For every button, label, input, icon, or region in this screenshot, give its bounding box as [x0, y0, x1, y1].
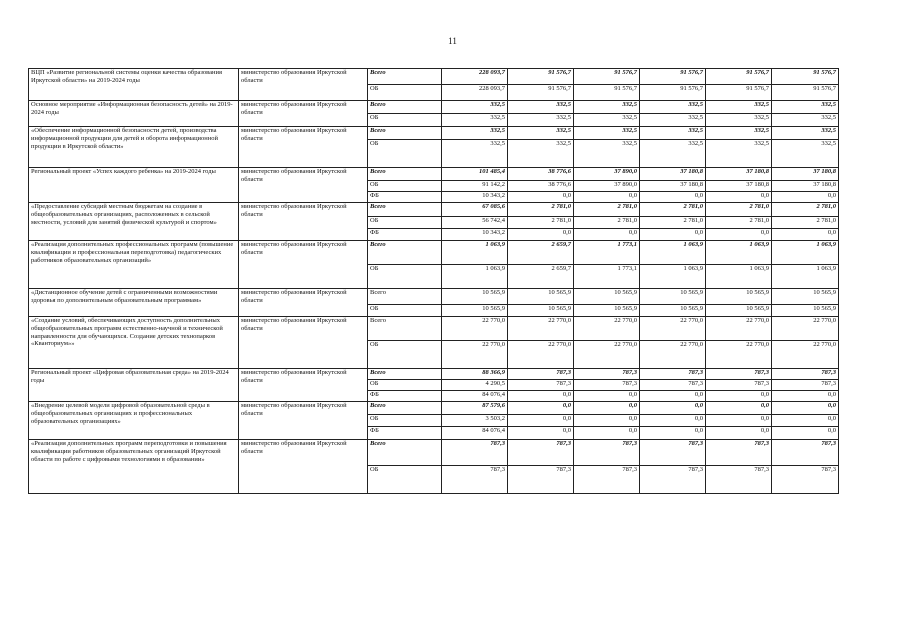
funding-source-cell: Всего [368, 402, 442, 415]
amount-cell: 37 180,8 [640, 168, 706, 181]
amount-cell: 2 781,0 [706, 203, 772, 217]
responsible-executor-cell: министерство образования Иркутской области [239, 168, 368, 203]
amount-cell: 332,5 [508, 140, 574, 168]
amount-cell: 787,3 [640, 369, 706, 380]
amount-cell: 1 063,9 [640, 265, 706, 289]
funding-source-cell: Всего [368, 317, 442, 341]
amount-cell: 0,0 [706, 229, 772, 241]
amount-cell: 84 076,4 [442, 427, 508, 440]
amount-cell: 22 770,0 [574, 317, 640, 341]
amount-cell: 332,5 [574, 101, 640, 114]
amount-cell: 10 565,9 [442, 289, 508, 305]
amount-cell: 1 773,1 [574, 265, 640, 289]
amount-cell: 84 076,4 [442, 391, 508, 402]
amount-cell: 38 776,6 [508, 181, 574, 192]
amount-cell: 91 576,7 [574, 85, 640, 101]
amount-cell: 2 781,0 [508, 203, 574, 217]
amount-cell: 0,0 [574, 415, 640, 427]
amount-cell: 91 576,7 [508, 85, 574, 101]
amount-cell: 0,0 [706, 427, 772, 440]
funding-source-cell: ФБ [368, 229, 442, 241]
amount-cell: 332,5 [706, 127, 772, 140]
amount-cell: 10 343,2 [442, 229, 508, 241]
table-row [29, 127, 839, 140]
amount-cell: 787,3 [442, 466, 508, 494]
amount-cell: 22 770,0 [772, 341, 839, 369]
responsible-executor-cell: министерство образования Иркутской области [239, 317, 368, 369]
amount-cell: 37 890,0 [574, 181, 640, 192]
table-row [29, 203, 839, 217]
amount-cell: 91 576,7 [508, 69, 574, 85]
amount-cell: 10 565,9 [574, 305, 640, 317]
measure-name-cell: Региональный проект «Успех каждого ребенка» на 2019-2024 годы [29, 168, 239, 203]
amount-cell: 10 565,9 [706, 289, 772, 305]
amount-cell: 0,0 [508, 391, 574, 402]
amount-cell: 787,3 [574, 440, 640, 466]
measure-name-cell: «Реализация дополнительных программ переподготовки и повышения квалификации работников образовательных организаций Иркутской области по работе с цифровыми технологиями в образовании» [29, 440, 239, 494]
funding-source-cell: Всего [368, 289, 442, 305]
amount-cell: 0,0 [772, 415, 839, 427]
amount-cell: 0,0 [640, 192, 706, 203]
funding-source-cell: Всего [368, 203, 442, 217]
amount-cell: 332,5 [706, 101, 772, 114]
amount-cell: 1 063,9 [772, 241, 839, 265]
amount-cell: 10 565,9 [442, 305, 508, 317]
table-row [29, 168, 839, 181]
amount-cell: 37 890,0 [574, 168, 640, 181]
amount-cell: 22 770,0 [442, 317, 508, 341]
amount-cell: 2 781,0 [508, 217, 574, 229]
amount-cell: 787,3 [772, 380, 839, 391]
measure-name-cell: «Обеспечение информационной безопасности детей, производства информационной продукции для детей и оборота информационной продукции в Иркутской области» [29, 127, 239, 168]
amount-cell: 0,0 [640, 427, 706, 440]
amount-cell: 332,5 [442, 127, 508, 140]
amount-cell: 38 776,6 [508, 168, 574, 181]
amount-cell: 22 770,0 [508, 317, 574, 341]
amount-cell: 2 781,0 [772, 203, 839, 217]
amount-cell: 787,3 [706, 380, 772, 391]
funding-source-cell: Всего [368, 440, 442, 466]
amount-cell: 91 576,7 [706, 85, 772, 101]
amount-cell: 91 576,7 [574, 69, 640, 85]
amount-cell: 1 063,9 [442, 265, 508, 289]
funding-source-cell: Всего [368, 127, 442, 140]
amount-cell: 787,3 [508, 380, 574, 391]
table-row [29, 289, 839, 305]
amount-cell: 91 576,7 [772, 69, 839, 85]
funding-source-cell: ОБ [368, 466, 442, 494]
amount-cell: 91 576,7 [772, 85, 839, 101]
amount-cell: 37 180,8 [706, 168, 772, 181]
amount-cell: 22 770,0 [508, 341, 574, 369]
amount-cell: 1 063,9 [772, 265, 839, 289]
responsible-executor-cell: министерство образования Иркутской области [239, 101, 368, 127]
amount-cell: 1 773,1 [574, 241, 640, 265]
responsible-executor-cell: министерство образования Иркутской области [239, 69, 368, 101]
measure-name-cell: «Реализация дополнительных профессиональных программ (повышение квалификации и профессиональная переподготовка) педагогических работников образовательных организаций» [29, 241, 239, 289]
amount-cell: 787,3 [640, 466, 706, 494]
amount-cell: 10 565,9 [772, 289, 839, 305]
amount-cell: 0,0 [706, 391, 772, 402]
amount-cell: 1 063,9 [706, 265, 772, 289]
amount-cell: 787,3 [772, 466, 839, 494]
amount-cell: 228 093,7 [442, 85, 508, 101]
measure-name-cell: «Создание условий, обеспечивающих доступность дополнительных общеобразовательных программ естественно-научной и технической направленности для обучающихся. Создание детских технопарков «Кванториум»» [29, 317, 239, 369]
amount-cell: 787,3 [508, 466, 574, 494]
amount-cell: 0,0 [772, 391, 839, 402]
amount-cell: 88 366,9 [442, 369, 508, 380]
amount-cell: 0,0 [508, 229, 574, 241]
amount-cell: 787,3 [574, 369, 640, 380]
amount-cell: 10 565,9 [508, 305, 574, 317]
measure-name-cell: «Предоставление субсидий местным бюджетам на создание в общеобразовательных организациях, расположенных в сельской местности, условий для занятий физической культурой и спортом» [29, 203, 239, 241]
amount-cell: 1 063,9 [706, 241, 772, 265]
amount-cell: 0,0 [508, 402, 574, 415]
amount-cell: 22 770,0 [706, 341, 772, 369]
amount-cell: 0,0 [640, 391, 706, 402]
amount-cell: 0,0 [772, 229, 839, 241]
amount-cell: 228 093,7 [442, 69, 508, 85]
amount-cell: 0,0 [574, 402, 640, 415]
amount-cell: 332,5 [442, 140, 508, 168]
amount-cell: 22 770,0 [706, 317, 772, 341]
amount-cell: 4 290,5 [442, 380, 508, 391]
amount-cell: 37 180,8 [640, 181, 706, 192]
responsible-executor-cell: министерство образования Иркутской области [239, 203, 368, 241]
responsible-executor-cell: министерство образования Иркутской области [239, 369, 368, 402]
amount-cell: 0,0 [574, 427, 640, 440]
amount-cell: 0,0 [772, 427, 839, 440]
table-row [29, 317, 839, 341]
amount-cell: 22 770,0 [442, 341, 508, 369]
funding-source-cell: ОБ [368, 181, 442, 192]
amount-cell: 332,5 [640, 127, 706, 140]
measure-name-cell: Основное мероприятие «Информационная безопасность детей» на 2019-2024 годы [29, 101, 239, 127]
amount-cell: 787,3 [442, 440, 508, 466]
amount-cell: 332,5 [508, 114, 574, 127]
table-row [29, 101, 839, 114]
amount-cell: 87 579,6 [442, 402, 508, 415]
amount-cell: 787,3 [508, 440, 574, 466]
funding-source-cell: Всего [368, 69, 442, 85]
amount-cell: 2 781,0 [640, 217, 706, 229]
amount-cell: 0,0 [508, 427, 574, 440]
funding-source-cell: Всего [368, 241, 442, 265]
amount-cell: 0,0 [508, 192, 574, 203]
amount-cell: 0,0 [772, 402, 839, 415]
amount-cell: 332,5 [574, 114, 640, 127]
amount-cell: 332,5 [640, 101, 706, 114]
amount-cell: 787,3 [640, 440, 706, 466]
amount-cell: 0,0 [574, 229, 640, 241]
amount-cell: 787,3 [706, 466, 772, 494]
funding-source-cell: ФБ [368, 427, 442, 440]
responsible-executor-cell: министерство образования Иркутской области [239, 402, 368, 440]
measure-name-cell: «Внедрение целевой модели цифровой образовательной среды в общеобразовательных организациях и профессиональных образовательных организациях» [29, 402, 239, 440]
amount-cell: 22 770,0 [574, 341, 640, 369]
amount-cell: 0,0 [640, 415, 706, 427]
amount-cell: 3 503,2 [442, 415, 508, 427]
amount-cell: 0,0 [706, 402, 772, 415]
amount-cell: 10 565,9 [772, 305, 839, 317]
amount-cell: 22 770,0 [640, 317, 706, 341]
amount-cell: 10 343,2 [442, 192, 508, 203]
amount-cell: 91 142,2 [442, 181, 508, 192]
amount-cell: 0,0 [706, 192, 772, 203]
funding-source-cell: ОБ [368, 85, 442, 101]
page-number: 11 [448, 36, 457, 46]
amount-cell: 332,5 [772, 127, 839, 140]
funding-source-cell: ОБ [368, 415, 442, 427]
table-row [29, 440, 839, 466]
funding-source-cell: ОБ [368, 305, 442, 317]
amount-cell: 332,5 [442, 101, 508, 114]
amount-cell: 332,5 [508, 101, 574, 114]
amount-cell: 332,5 [640, 114, 706, 127]
amount-cell: 332,5 [640, 140, 706, 168]
amount-cell: 0,0 [574, 391, 640, 402]
amount-cell: 2 659,7 [508, 265, 574, 289]
funding-source-cell: ФБ [368, 391, 442, 402]
amount-cell: 787,3 [574, 466, 640, 494]
amount-cell: 0,0 [574, 192, 640, 203]
table-row [29, 402, 839, 415]
amount-cell: 2 781,0 [640, 203, 706, 217]
funding-source-cell: Всего [368, 369, 442, 380]
amount-cell: 10 565,9 [706, 305, 772, 317]
funding-source-cell: Всего [368, 168, 442, 181]
amount-cell: 37 180,8 [772, 168, 839, 181]
measure-name-cell: Региональный проект «Цифровая образовательная среда» на 2019-2024 годы [29, 369, 239, 402]
budget-table [28, 68, 839, 494]
amount-cell: 332,5 [508, 127, 574, 140]
amount-cell: 332,5 [772, 140, 839, 168]
amount-cell: 37 180,8 [706, 181, 772, 192]
amount-cell: 2 781,0 [574, 203, 640, 217]
amount-cell: 0,0 [640, 402, 706, 415]
amount-cell: 56 742,4 [442, 217, 508, 229]
amount-cell: 787,3 [706, 440, 772, 466]
amount-cell: 332,5 [574, 127, 640, 140]
amount-cell: 332,5 [574, 140, 640, 168]
amount-cell: 2 781,0 [706, 217, 772, 229]
amount-cell: 332,5 [706, 114, 772, 127]
amount-cell: 91 576,7 [706, 69, 772, 85]
amount-cell: 0,0 [508, 415, 574, 427]
amount-cell: 0,0 [640, 229, 706, 241]
amount-cell: 91 576,7 [640, 85, 706, 101]
amount-cell: 10 565,9 [508, 289, 574, 305]
amount-cell: 0,0 [706, 415, 772, 427]
amount-cell: 332,5 [706, 140, 772, 168]
responsible-executor-cell: министерство образования Иркутской области [239, 241, 368, 289]
amount-cell: 10 565,9 [640, 289, 706, 305]
responsible-executor-cell: министерство образования Иркутской области [239, 289, 368, 317]
amount-cell: 787,3 [772, 369, 839, 380]
funding-source-cell: ОБ [368, 140, 442, 168]
table-row [29, 369, 839, 380]
amount-cell: 1 063,9 [640, 241, 706, 265]
amount-cell: 787,3 [706, 369, 772, 380]
amount-cell: 787,3 [574, 380, 640, 391]
amount-cell: 0,0 [772, 192, 839, 203]
amount-cell: 787,3 [508, 369, 574, 380]
amount-cell: 2 659,7 [508, 241, 574, 265]
amount-cell: 332,5 [772, 101, 839, 114]
amount-cell: 10 565,9 [640, 305, 706, 317]
funding-source-cell: ОБ [368, 265, 442, 289]
funding-source-cell: Всего [368, 101, 442, 114]
measure-name-cell: «Дистанционное обучение детей с ограниченными возможностями здоровья по дополнительным образовательным программам» [29, 289, 239, 317]
table-row [29, 69, 839, 85]
amount-cell: 332,5 [772, 114, 839, 127]
amount-cell: 37 180,8 [772, 181, 839, 192]
amount-cell: 101 485,4 [442, 168, 508, 181]
table-row [29, 241, 839, 265]
responsible-executor-cell: министерство образования Иркутской области [239, 440, 368, 494]
amount-cell: 2 781,0 [574, 217, 640, 229]
amount-cell: 2 781,0 [772, 217, 839, 229]
amount-cell: 1 063,9 [442, 241, 508, 265]
amount-cell: 787,3 [772, 440, 839, 466]
amount-cell: 22 770,0 [640, 341, 706, 369]
funding-source-cell: ОБ [368, 380, 442, 391]
amount-cell: 787,3 [640, 380, 706, 391]
amount-cell: 67 085,6 [442, 203, 508, 217]
amount-cell: 332,5 [442, 114, 508, 127]
funding-source-cell: ОБ [368, 341, 442, 369]
amount-cell: 10 565,9 [574, 289, 640, 305]
funding-source-cell: ФБ [368, 192, 442, 203]
funding-source-cell: ОБ [368, 114, 442, 127]
responsible-executor-cell: министерство образования Иркутской области [239, 127, 368, 168]
amount-cell: 91 576,7 [640, 69, 706, 85]
measure-name-cell: ВЦП «Развитие региональной системы оценки качества образования Иркутской области» на 2019-2024 годы [29, 69, 239, 101]
amount-cell: 22 770,0 [772, 317, 839, 341]
funding-source-cell: ОБ [368, 217, 442, 229]
